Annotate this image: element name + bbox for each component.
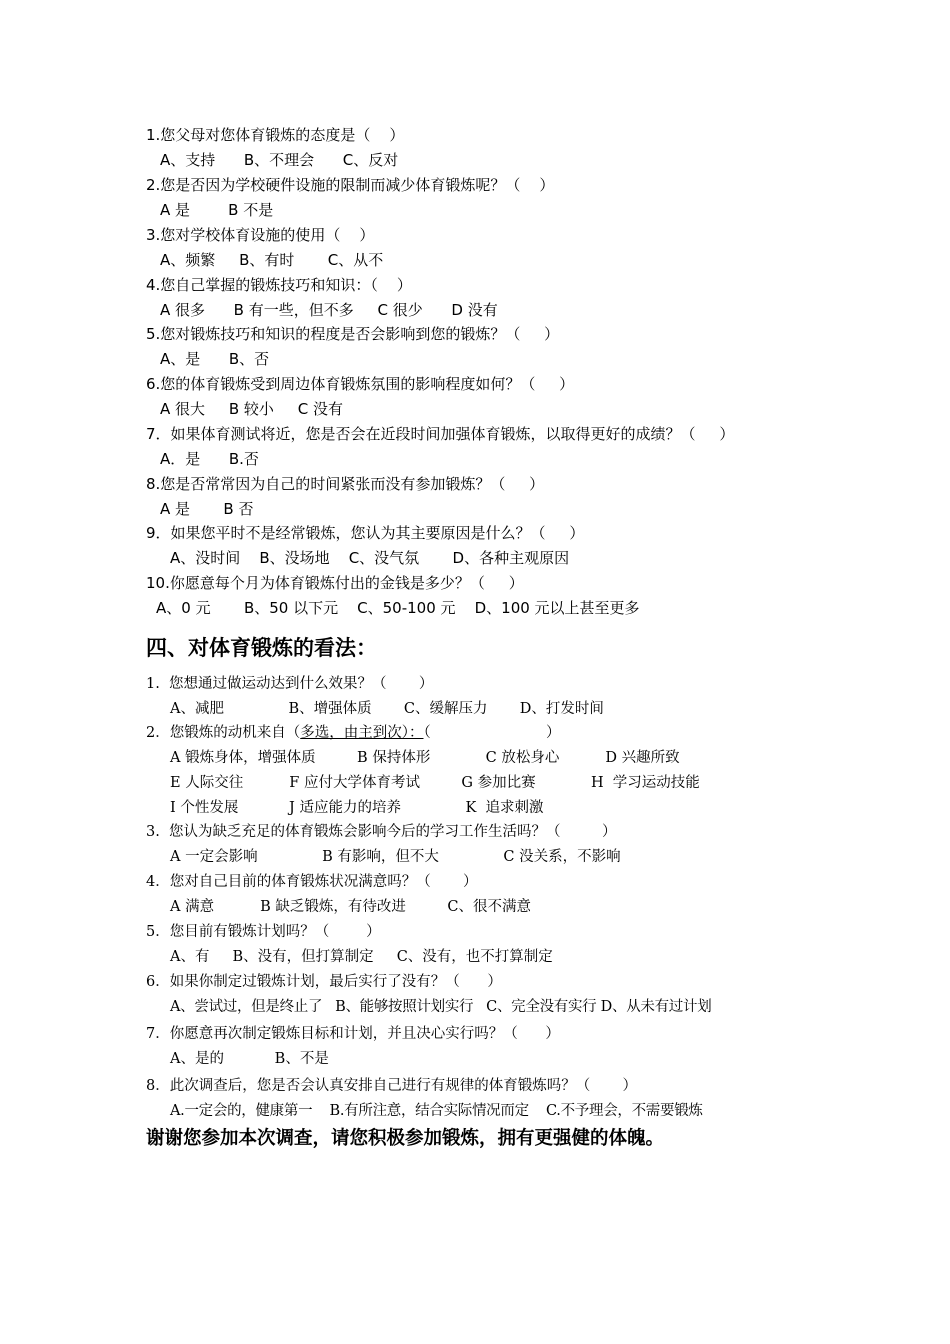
s3-question-1: 1.您父母对您体育锻炼的态度是（ ） [146, 126, 405, 144]
s4-question-2-note: 多选，由主到次）： [300, 725, 424, 741]
s4-options-6: A、尝试过，但是终止了 B、能够按照计划实行 C、完全没有实行 D、从未有过计划 [170, 999, 712, 1015]
s3-options-5: A、是 B、否 [160, 350, 270, 368]
s4-options-4: A 满意 B 缺乏锻炼，有待改进 C、很不满意 [170, 899, 532, 915]
s4-options-1: A、减肥 B、增强体质 C、缓解压力 D、打发时间 [170, 701, 604, 717]
s4-options-2a: A 锻炼身体，增强体质 B 保持体形 C 放松身心 D 兴趣所致 [170, 750, 680, 766]
s3-options-8: A 是 B 否 [160, 500, 254, 518]
s4-options-8: A.一定会的，健康第一 B.有所注意，结合实际情况而定 C.不予理会，不需要锻炼 [170, 1103, 703, 1119]
section4-heading: 四、对体育锻炼的看法： [146, 636, 377, 660]
s3-options-4: A 很多 B 有一些，但不多 C 很少 D 没有 [160, 301, 498, 319]
s4-question-5: 5．您目前有锻炼计划吗？（ ） [146, 924, 381, 940]
s3-options-1: A、支持 B、不理会 C、反对 [160, 151, 399, 169]
s4-question-2 [146, 723, 560, 743]
s4-options-2c: I 个性发展 J 适应能力的培养 K 追求刺激 [170, 800, 544, 816]
s4-question-7: 7．你愿意再次制定锻炼目标和计划，并且决心实行吗？（ ） [146, 1026, 560, 1042]
s4-question-2-prefix: 2．您锻炼的动机来自（ [146, 725, 301, 741]
s4-question-6: 6．如果你制定过锻炼计划，最后实行了没有？（ ） [146, 974, 502, 990]
s3-question-4: 4.您自己掌握的锻炼技巧和知识：（ ） [146, 276, 412, 294]
s3-question-5: 5.您对锻炼技巧和知识的程度是否会影响到您的锻炼？（ ） [146, 325, 560, 343]
s3-question-2: 2.您是否因为学校硬件设施的限制而减少体育锻炼呢？（ ） [146, 176, 555, 194]
s4-options-7: A、是的 B、不是 [170, 1051, 329, 1067]
s3-question-9: 9．如果您平时不是经常锻炼，您认为其主要原因是什么？（ ） [146, 524, 585, 542]
s3-question-6: 6.您的体育锻炼受到周边体育锻炼氛围的影响程度如何？（ ） [146, 375, 575, 393]
s3-options-3: A、频繁 B、有时 C、从不 [160, 251, 384, 269]
s4-question-1: 1. 您想通过做运动达到什么效果？（ ） [146, 676, 434, 692]
s3-question-3: 3.您对学校体育设施的使用（ ） [146, 226, 375, 244]
s4-options-2b: E 人际交往 F 应付大学体育考试 G 参加比赛 H 学习运动技能 [170, 775, 700, 791]
s3-question-7: 7．如果体育测试将近，您是否会在近段时间加强体育锻炼，以取得更好的成绩？（ ） [146, 425, 735, 443]
closing-message: 谢谢您参加本次调查，请您积极参加锻炼，拥有更强健的体魄。 [146, 1128, 665, 1149]
s4-question-8: 8．此次调查后，您是否会认真安排自己进行有规律的体育锻炼吗？（ ） [146, 1078, 637, 1094]
s4-question-2-blank: （ ） [423, 725, 561, 741]
s3-options-7: A．是 B.否 [160, 450, 259, 468]
s3-options-10: A、0 元 B、50 以下元 C、50-100 元 D、100 元以上甚至更多 [156, 599, 640, 617]
s4-options-5: A、有 B、没有，但打算制定 C、没有，也不打算制定 [170, 949, 553, 965]
s4-question-3: 3. 您认为缺乏充足的体育锻炼会影响今后的学习工作生活吗？（ ） [146, 824, 617, 840]
s3-options-2: A 是 B 不是 [160, 201, 274, 219]
s3-options-9: A、没时间 B、没场地 C、没气氛 D、各种主观原因 [170, 549, 570, 567]
s3-question-10: 10.你愿意每个月为体育锻炼付出的金钱是多少？（ ） [146, 574, 524, 592]
s4-options-3: A 一定会影响 B 有影响，但不大 C 没关系，不影响 [170, 849, 621, 865]
s3-options-6: A 很大 B 较小 C 没有 [160, 400, 344, 418]
s4-question-4: 4．您对自己目前的体育锻炼状况满意吗？（ ） [146, 874, 478, 890]
s3-question-8: 8.您是否常常因为自己的时间紧张而没有参加锻炼？（ ） [146, 475, 545, 493]
